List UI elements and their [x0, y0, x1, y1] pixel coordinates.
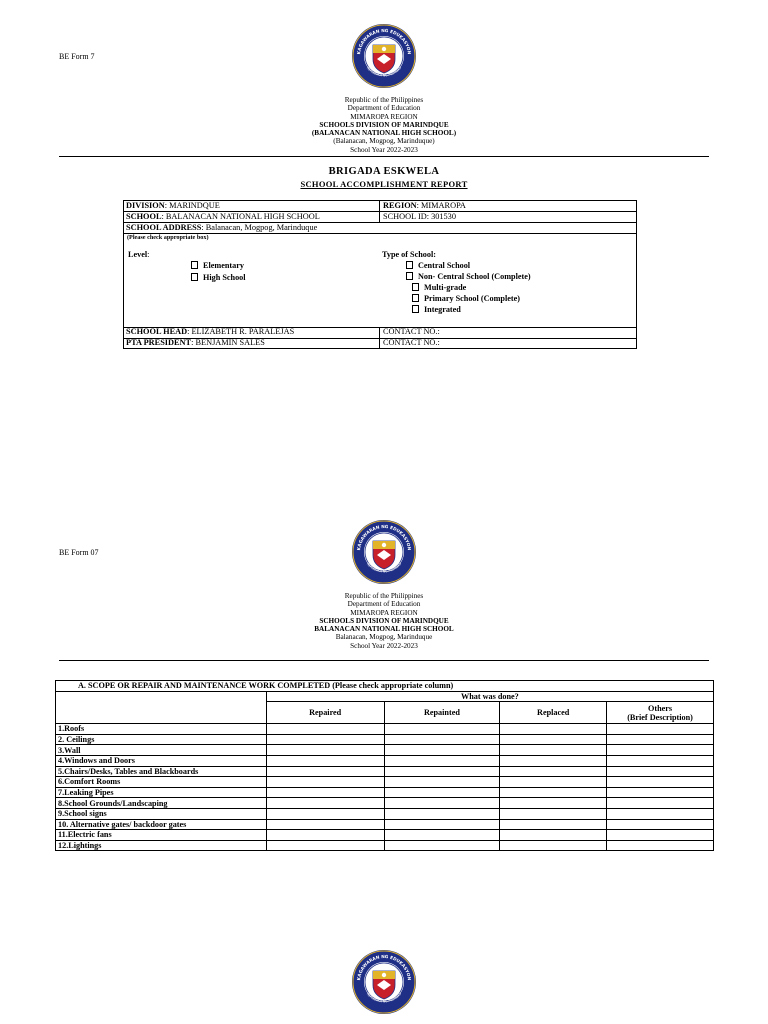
type-option-central[interactable]: Central School: [406, 261, 470, 270]
address-field: SCHOOL ADDRESS: Balanacan, Mogpog, Marinduque: [126, 223, 318, 232]
type-of-school-label: Type of School:: [382, 250, 436, 259]
deped-seal-logo: [351, 23, 417, 89]
form-number: BE Form 07: [59, 548, 99, 557]
check-cell[interactable]: [500, 840, 607, 851]
check-cell[interactable]: [266, 766, 384, 777]
row-label: 3.Wall: [56, 745, 267, 756]
table-row: [56, 798, 714, 809]
type-option-multi-grade[interactable]: Multi-grade: [412, 283, 466, 292]
check-cell[interactable]: [500, 808, 607, 819]
table-row: [56, 766, 714, 777]
contact-no-field: CONTACT NO.:: [383, 338, 440, 347]
deped-seal-logo: [351, 949, 417, 1015]
checkbox-icon[interactable]: [406, 261, 413, 269]
checkbox-icon[interactable]: [412, 294, 419, 302]
row-label: 4.Windows and Doors: [56, 755, 267, 766]
row-label: 9.School signs: [56, 808, 267, 819]
check-cell[interactable]: [266, 798, 384, 809]
check-cell[interactable]: [266, 777, 384, 788]
checkbox-icon[interactable]: [412, 305, 419, 313]
letterhead-line: MIMAROPA REGION: [350, 112, 418, 121]
table-row: [56, 840, 714, 851]
row-label: 2. Ceilings: [56, 734, 267, 745]
check-cell[interactable]: [266, 734, 384, 745]
table-header-cell: [56, 691, 267, 724]
table-row: [56, 787, 714, 798]
table-row: [56, 755, 714, 766]
document-title: BRIGADA ESKWELA: [328, 166, 440, 177]
others-cell[interactable]: [607, 840, 714, 851]
column-header-repainted: Repainted: [384, 702, 500, 724]
letterhead-line: School Year 2022-2023: [350, 145, 418, 154]
check-cell[interactable]: [384, 840, 500, 851]
row-label: 11.Electric fans: [56, 830, 267, 841]
svg-text:REPUBLIKA NG PILIPINAS: REPUBLIKA NG PILIPINAS: [365, 562, 403, 574]
others-cell[interactable]: [607, 787, 714, 798]
letterhead-line: SCHOOLS DIVISION OF MARINDQUE: [319, 120, 449, 129]
instruction-note: (Please check appropriate box): [127, 234, 209, 241]
table-row: [56, 777, 714, 788]
letterhead-line: Department of Education: [347, 600, 421, 609]
letterhead-line: Department of Education: [347, 104, 421, 113]
check-cell[interactable]: [384, 766, 500, 777]
section-title: A. SCOPE OR REPAIR AND MAINTENANCE WORK COMPLETED (Please check appropriate column): [56, 681, 714, 692]
others-cell[interactable]: [607, 755, 714, 766]
checkbox-icon[interactable]: [412, 283, 419, 291]
table-row: [56, 830, 714, 841]
letterhead-line: Republic of the Philippines: [344, 96, 424, 104]
checkbox-icon[interactable]: [406, 272, 413, 280]
table-row: [56, 745, 714, 756]
table-row: [56, 734, 714, 745]
check-cell[interactable]: [384, 787, 500, 798]
check-cell[interactable]: [384, 755, 500, 766]
divider: [59, 156, 709, 157]
check-cell[interactable]: [500, 830, 607, 841]
letterhead: [0, 592, 768, 650]
checkbox-icon[interactable]: [191, 273, 198, 281]
check-cell[interactable]: [266, 830, 384, 841]
others-cell[interactable]: [607, 819, 714, 830]
checkbox-icon[interactable]: [191, 261, 198, 269]
column-header-repaired: Repaired: [266, 702, 384, 724]
check-cell[interactable]: [384, 808, 500, 819]
deped-seal-logo: [351, 519, 417, 585]
school-info-box: [123, 200, 637, 349]
level-label: Level:: [128, 250, 150, 259]
document-subtitle: SCHOOL ACCOMPLISHMENT REPORT: [300, 179, 468, 189]
others-cell[interactable]: [607, 734, 714, 745]
check-cell[interactable]: [384, 734, 500, 745]
type-option-primary[interactable]: Primary School (Complete): [412, 294, 520, 303]
svg-text:KAGAWARAN NG EDUKASYON: KAGAWARAN NG EDUKASYON: [357, 954, 411, 981]
level-option-high-school[interactable]: High School: [191, 273, 246, 282]
svg-text:REPUBLIKA NG PILIPINAS: REPUBLIKA NG PILIPINAS: [365, 992, 403, 1004]
school-head-field: SCHOOL HEAD: ELIZABETH R. PARALEJAS: [126, 327, 295, 336]
check-cell[interactable]: [384, 819, 500, 830]
check-cell[interactable]: [500, 798, 607, 809]
check-cell[interactable]: [266, 724, 384, 735]
letterhead-line: School Year 2022-2023: [350, 641, 418, 650]
division-field: DIVISION: MARINDQUE: [126, 201, 220, 210]
others-cell[interactable]: [607, 830, 714, 841]
letterhead-line: (Balanacan, Mogpog, Marinduque): [333, 137, 435, 146]
type-option-integrated[interactable]: Integrated: [412, 305, 461, 314]
others-cell[interactable]: [607, 724, 714, 735]
column-header-others: Others (Brief Description): [607, 702, 714, 724]
divider: [59, 660, 709, 661]
check-cell[interactable]: [266, 819, 384, 830]
form-number: BE Form 7: [59, 52, 95, 61]
check-cell[interactable]: [500, 777, 607, 788]
letterhead-line: MIMAROPA REGION: [350, 608, 418, 617]
row-label: 6.Comfort Rooms: [56, 777, 267, 788]
check-cell[interactable]: [500, 745, 607, 756]
check-cell[interactable]: [500, 724, 607, 735]
check-cell[interactable]: [384, 798, 500, 809]
check-cell[interactable]: [266, 840, 384, 851]
column-header-replaced: Replaced: [500, 702, 607, 724]
table-header-row: [56, 681, 714, 692]
check-cell[interactable]: [384, 777, 500, 788]
what-was-done-header: What was done?: [266, 691, 713, 702]
check-cell[interactable]: [266, 808, 384, 819]
check-cell[interactable]: [500, 734, 607, 745]
others-cell[interactable]: [607, 798, 714, 809]
school-field: SCHOOL: BALANACAN NATIONAL HIGH SCHOOL: [126, 212, 320, 221]
type-option-non-central[interactable]: Non- Central School (Complete): [406, 272, 531, 281]
check-cell[interactable]: [384, 745, 500, 756]
check-cell[interactable]: [384, 830, 500, 841]
region-field: REGION: MIMAROPA: [383, 201, 466, 210]
letterhead-line: Balanacan, Mogpog, Marinduque: [335, 633, 433, 642]
check-cell[interactable]: [500, 755, 607, 766]
row-label: 5.Chairs/Desks, Tables and Blackboards: [56, 766, 267, 777]
row-label: 10. Alternative gates/ backdoor gates: [56, 819, 267, 830]
table-row: [56, 808, 714, 819]
letterhead: [0, 96, 768, 154]
row-label: 1.Roofs: [56, 724, 267, 735]
level-option-elementary[interactable]: Elementary: [191, 261, 244, 270]
pta-president-field: PTA PRESIDENT: BENJAMIN SALES: [126, 338, 265, 347]
check-cell[interactable]: [500, 766, 607, 777]
table-row: [56, 724, 714, 735]
repair-work-table: [55, 680, 714, 851]
others-cell[interactable]: [607, 745, 714, 756]
check-cell[interactable]: [500, 819, 607, 830]
check-cell[interactable]: [266, 787, 384, 798]
check-cell[interactable]: [384, 724, 500, 735]
others-cell[interactable]: [607, 808, 714, 819]
svg-text:KAGAWARAN NG EDUKASYON: KAGAWARAN NG EDUKASYON: [357, 28, 411, 55]
row-label: 8.School Grounds/Landscaping: [56, 798, 267, 809]
check-cell[interactable]: [266, 745, 384, 756]
contact-no-field: CONTACT NO.:: [383, 327, 440, 336]
check-cell[interactable]: [266, 755, 384, 766]
letterhead-line: BALANACAN NATIONAL HIGH SCHOOL: [314, 625, 454, 634]
school-id-field: SCHOOL ID: 301530: [383, 212, 456, 221]
table-row: [56, 819, 714, 830]
check-cell[interactable]: [500, 787, 607, 798]
row-label: 12.Lightings: [56, 840, 267, 851]
letterhead-line: SCHOOLS DIVISION OF MARINDQUE: [319, 616, 449, 625]
letterhead-line: Republic of the Philippines: [344, 592, 424, 600]
row-label: 7.Leaking Pipes: [56, 787, 267, 798]
table-header-row: [56, 691, 714, 702]
svg-text:REPUBLIKA NG PILIPINAS: REPUBLIKA NG PILIPINAS: [365, 66, 403, 78]
letterhead-line: (BALANACAN NATIONAL HIGH SCHOOL): [311, 129, 457, 138]
svg-text:KAGAWARAN NG EDUKASYON: KAGAWARAN NG EDUKASYON: [357, 524, 411, 551]
others-cell[interactable]: [607, 777, 714, 788]
others-cell[interactable]: [607, 766, 714, 777]
